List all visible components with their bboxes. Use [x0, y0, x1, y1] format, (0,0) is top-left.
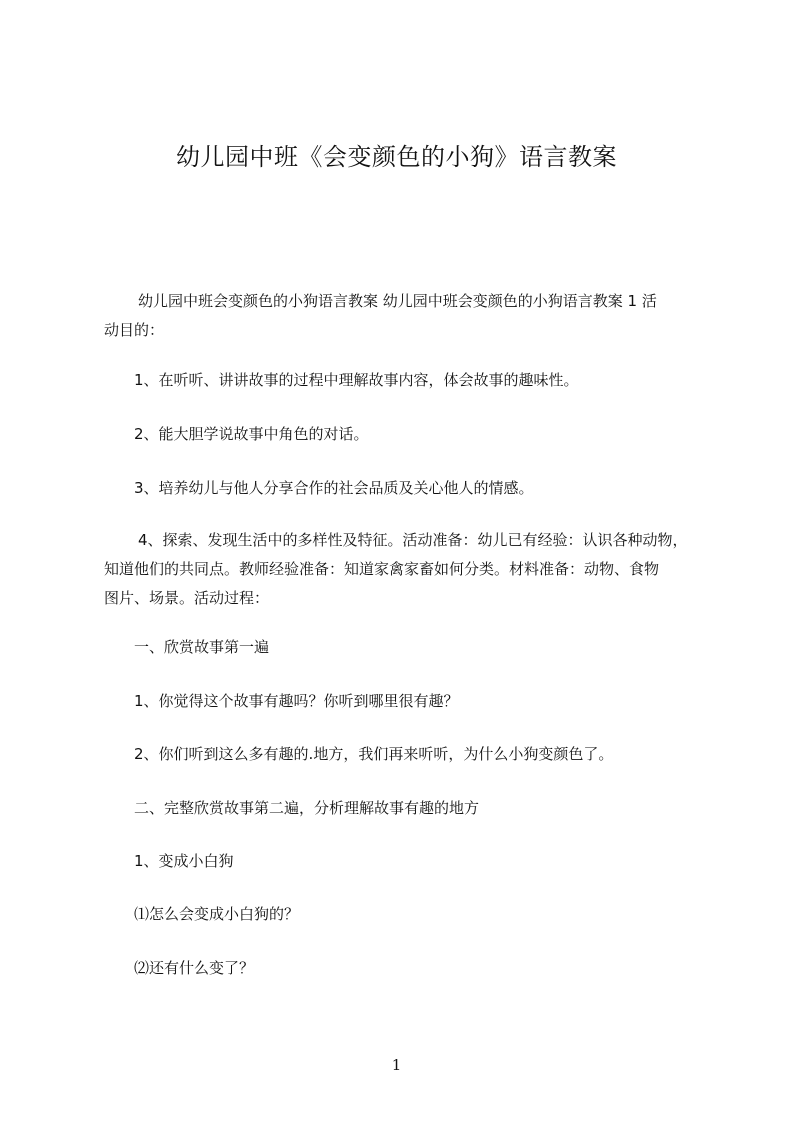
section1-item-1: 1、你觉得这个故事有趣吗？你听到哪里很有趣？ [134, 692, 459, 710]
section1-heading: 一、欣赏故事第一遍 [134, 638, 270, 656]
goal-item-2: 2、能大胆学说故事中角色的对话。 [134, 425, 369, 443]
section2-question-1: ⑴怎么会变成小白狗的？ [134, 905, 300, 923]
goal-item-3: 3、培养幼儿与他人分享合作的社会品质及关心他人的情感。 [134, 479, 534, 497]
intro-line-2: 动目的： [104, 321, 165, 339]
section2-heading: 二、完整欣赏故事第二遍，分析理解故事有趣的地方 [134, 799, 480, 817]
intro-line-1: 幼儿园中班会变颜色的小狗语言教案 幼儿园中班会变颜色的小狗语言教案 1 活 [138, 292, 657, 310]
section2-question-2: ⑵还有什么变了？ [134, 959, 255, 977]
goal-item-1: 1、在听听、讲讲故事的过程中理解故事内容，体会故事的趣味性。 [134, 371, 579, 389]
goal-item-4 [104, 526, 704, 613]
document-title: 幼儿园中班《会变颜色的小狗》语言教案 [176, 143, 617, 171]
goal4-line-3: 图片、场景。活动过程： [104, 589, 270, 607]
goal4-line-2: 知道他们的共同点。教师经验准备：知道家禽家畜如何分类。材料准备：动物、食物 [104, 560, 660, 578]
intro-paragraph [104, 287, 704, 345]
goal4-line-1: 4、探索、发现生活中的多样性及特征。活动准备：幼儿已有经验：认识各种动物， [138, 531, 688, 549]
page-number: 1 [391, 1056, 402, 1074]
section1-item-2: 2、你们听到这么多有趣的.地方，我们再来听听，为什么小狗变颜色了。 [134, 745, 614, 763]
section2-sub-1: 1、变成小白狗 [134, 852, 234, 870]
